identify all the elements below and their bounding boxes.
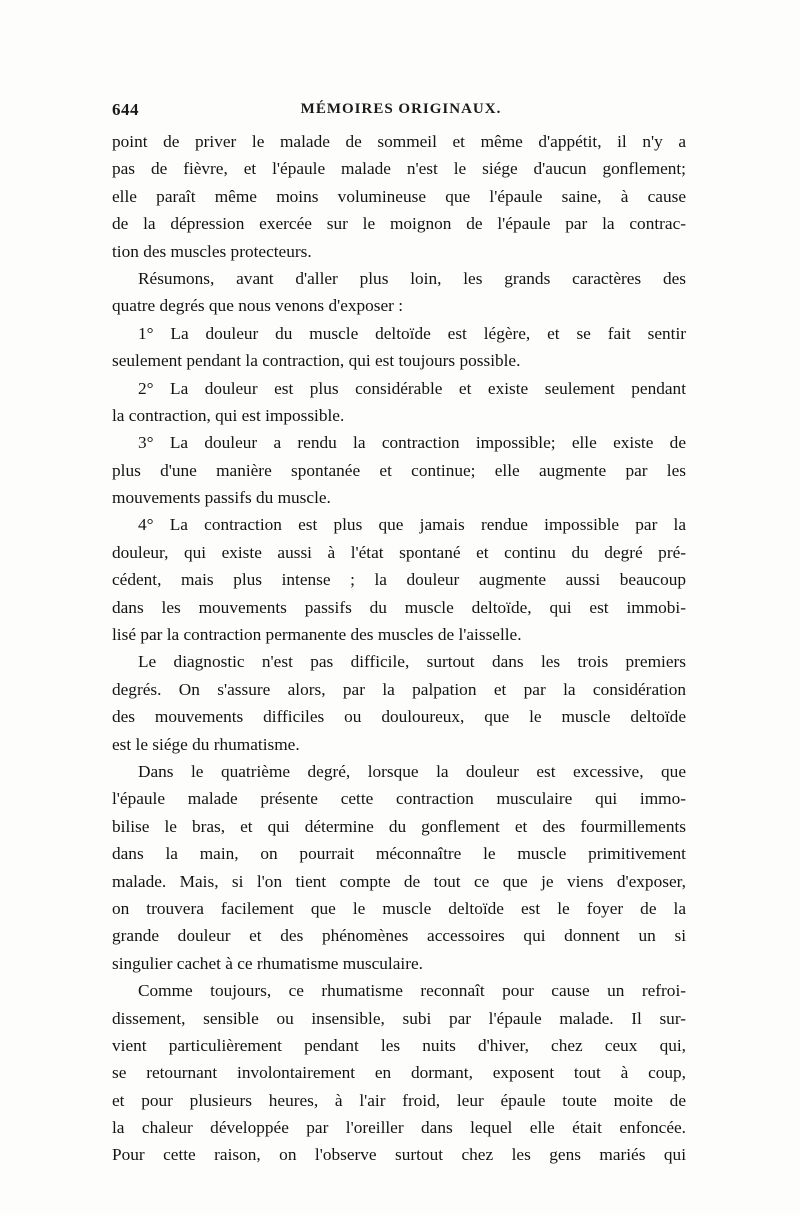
text-line: 2° La douleur est plus considérable et existe seulement pendant: [138, 378, 686, 398]
text-line: des mouvements difficiles ou douloureux, que le muscle deltoïde: [112, 707, 686, 727]
text-line: dans les mouvements passifs du muscle deltoïde, qui est immobi-: [112, 597, 686, 617]
page-number: 644: [112, 100, 139, 119]
text-line: vient particulièrement pendant les nuits d'hiver, chez ceux qui,: [112, 1035, 686, 1055]
text-line: grande douleur et des phénomènes accessoires qui donnent un si: [112, 926, 686, 946]
text-line: pas de fièvre, et l'épaule malade n'est le siége d'aucun gonflement;: [112, 159, 686, 179]
text-line: Dans le quatrième degré, lorsque la douleur est excessive, que: [138, 761, 686, 781]
text-line: point de priver le malade de sommeil et même d'appétit, il n'y a: [112, 132, 686, 151]
page-header: [112, 100, 690, 124]
text-line: Résumons, avant d'aller plus loin, les grands caractères des: [138, 268, 686, 288]
text-line: Pour cette raison, on l'observe surtout chez les gens mariés qui: [112, 1145, 686, 1165]
text-line: est le siége du rhumatisme.: [112, 734, 300, 754]
text-line: dissement, sensible ou insensible, subi par l'épaule malade. Il sur-: [112, 1008, 686, 1028]
text-line: tion des muscles protecteurs.: [112, 241, 312, 261]
text-line: mouvements passifs du muscle.: [112, 488, 331, 508]
text-line: douleur, qui existe aussi à l'état spontané et continu du degré pré-: [112, 542, 686, 562]
text-line: et pour plusieurs heures, à l'air froid, leur épaule toute moite de: [112, 1090, 686, 1110]
text-line: seulement pendant la contraction, qui est toujours possible.: [112, 351, 521, 371]
text-line: se retournant involontairement en dormant, exposent tout à coup,: [112, 1063, 686, 1083]
text-line: plus d'une manière spontanée et continue; elle augmente par les: [112, 460, 686, 480]
text-line: cédent, mais plus intense ; la douleur augmente aussi beaucoup: [112, 570, 686, 590]
text-line: dans la main, on pourrait méconnaître le muscle primitivement: [112, 844, 686, 864]
text-line: lisé par la contraction permanente des muscles de l'aisselle.: [112, 625, 522, 645]
text-line: on trouvera facilement que le muscle deltoïde est le foyer de la: [112, 898, 686, 918]
text-line: bilise le bras, et qui détermine du gonflement et des fourmillements: [112, 816, 686, 836]
text-line: l'épaule malade présente cette contraction musculaire qui immo-: [112, 789, 686, 809]
text-line: malade. Mais, si l'on tient compte de tout ce que je viens d'exposer,: [112, 871, 686, 891]
text-line: Comme toujours, ce rhumatisme reconnaît pour cause un refroi-: [138, 981, 686, 1001]
text-line: elle paraît même moins volumineuse que l'épaule saine, à cause: [112, 186, 686, 206]
text-line: Le diagnostic n'est pas difficile, surtout dans les trois premiers: [138, 652, 686, 672]
text-line: singulier cachet à ce rhumatisme musculaire.: [112, 953, 423, 973]
text-line: degrés. On s'assure alors, par la palpation et par la considération: [112, 679, 686, 699]
text-line: quatre degrés que nous venons d'exposer :: [112, 296, 404, 316]
text-line: la chaleur développée par l'oreiller dans lequel elle était enfoncée.: [112, 1118, 686, 1138]
text-line: 4° La contraction est plus que jamais rendue impossible par la: [138, 515, 686, 535]
text-line: 3° La douleur a rendu la contraction impossible; elle existe de: [138, 433, 686, 453]
body-text: [112, 128, 686, 1169]
text-line: 1° La douleur du muscle deltoïde est légère, et se fait sentir: [138, 323, 686, 343]
text-line: la contraction, qui est impossible.: [112, 405, 345, 425]
text-line: de la dépression exercée sur le moignon de l'épaule par la contrac-: [112, 214, 686, 234]
running-title: MÉMOIRES ORIGINAUX.: [300, 101, 502, 117]
